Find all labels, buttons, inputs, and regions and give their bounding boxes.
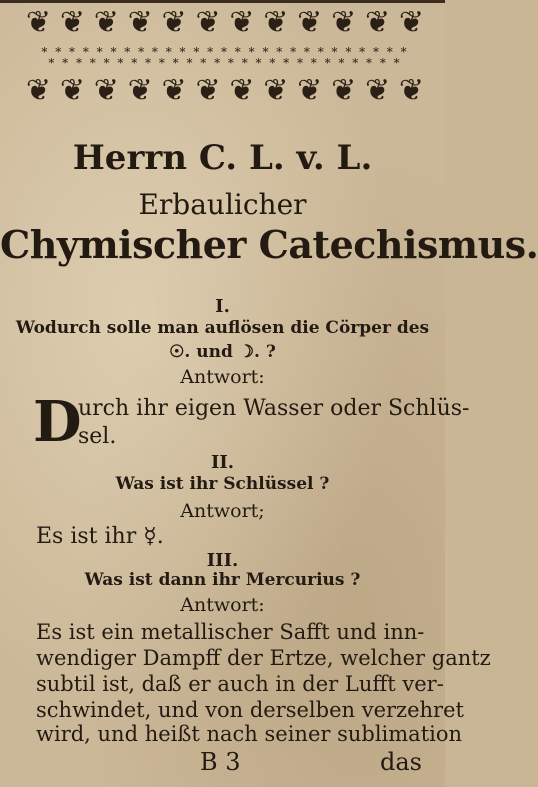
fleuron-icon: ❦ (161, 5, 187, 40)
catchword: das (380, 748, 422, 776)
answer-label: Antwort: (180, 366, 265, 388)
fleuron-icon: ❦ (93, 73, 119, 108)
fleuron-icon: ❦ (364, 73, 391, 108)
question-text: Wodurch solle man auflösen die Cörper des (15, 318, 430, 338)
top-rule (0, 0, 445, 3)
fleuron-icon: ❦ (263, 5, 289, 40)
question-numeral: II. (210, 452, 235, 473)
answer-text: urch ihr eigen Wasser oder Schlüs- (78, 396, 470, 421)
fleuron-icon: ❦ (161, 73, 187, 108)
main-title: Chymischer Catechismus. (0, 222, 538, 267)
fleuron-icon: ❦ (25, 5, 52, 40)
fleuron-icon: ❦ (331, 5, 357, 40)
ornament-band-top (22, 6, 428, 40)
fleuron-icon: ❦ (59, 73, 85, 108)
question-text: ☉. und ☽. ? (169, 342, 276, 362)
answer-text: subtil ist, daß er auch in der Lufft ver- (36, 672, 444, 696)
fleuron-icon: ❦ (127, 5, 153, 40)
title-erbaulicher: Erbaulicher (138, 188, 307, 221)
fleuron-icon: ❦ (398, 73, 425, 108)
fleuron-icon: ❦ (229, 5, 255, 40)
fleuron-icon: ❦ (297, 73, 323, 108)
ornament-band-bottom (22, 74, 428, 108)
fleuron-icon: ❦ (364, 5, 391, 40)
fleuron-icon: ❦ (331, 73, 357, 108)
question-text: Was ist dann ihr Mercurius ? (84, 570, 361, 590)
author-line: Herrn C. L. v. L. (72, 138, 373, 178)
question-text: Was ist ihr Schlüssel ? (115, 474, 330, 494)
star-rows (24, 47, 426, 69)
answer-text: wendiger Dampff der Ertze, welcher gantz (36, 646, 491, 670)
fleuron-icon: ❦ (263, 73, 289, 108)
answer-text: schwindet, und von derselben verzehret (36, 698, 464, 722)
question-numeral: I. (215, 296, 230, 317)
signature-mark: B 3 (200, 748, 241, 776)
fleuron-icon: ❦ (398, 5, 425, 40)
fleuron-icon: ❦ (195, 5, 221, 40)
question-numeral: III. (206, 550, 239, 571)
answer-text: Es ist ein metallischer Safft und inn- (36, 620, 425, 644)
drop-cap: D (33, 389, 82, 455)
answer-text: Es ist ihr ☿. (36, 524, 164, 549)
fleuron-icon: ❦ (297, 5, 323, 40)
fleuron-icon: ❦ (195, 73, 221, 108)
answer-text: sel. (78, 424, 117, 449)
fleuron-icon: ❦ (25, 73, 52, 108)
fleuron-icon: ❦ (59, 5, 85, 40)
fleuron-icon: ❦ (127, 73, 153, 108)
fleuron-icon: ❦ (93, 5, 119, 40)
answer-text: wird, und heißt nach seiner sublimation (36, 722, 463, 746)
fleuron-icon: ❦ (229, 73, 255, 108)
answer-label: Antwort; (180, 500, 265, 522)
answer-label: Antwort: (180, 594, 265, 616)
star-row: * * * * * * * * * * * * * * * * * * * * * * * * * * * (41, 45, 409, 59)
star-row: * * * * * * * * * * * * * * * * * * * * * * * * * * (48, 56, 402, 70)
